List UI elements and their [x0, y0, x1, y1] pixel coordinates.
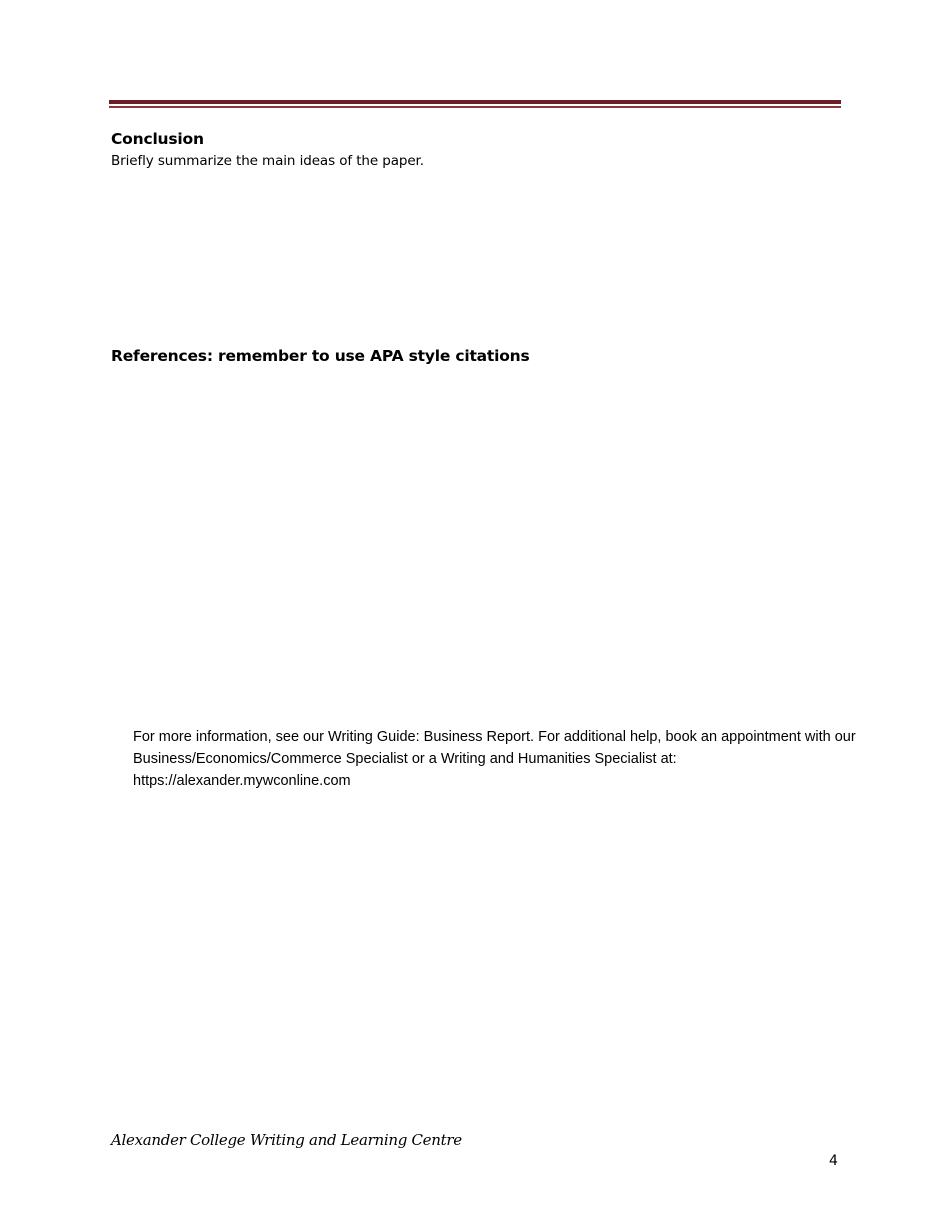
- booking-url[interactable]: https://alexander.mywconline.com: [133, 773, 351, 789]
- more-info-line: For more information, see our Writing Guide: Business Report. For additional help, book an appointment with our: [133, 729, 856, 745]
- footer-institution: Alexander College Writing and Learning Centre: [111, 1131, 462, 1149]
- header-rule-thick: [109, 100, 841, 104]
- conclusion-instructions: Briefly summarize the main ideas of the paper.: [111, 153, 424, 169]
- conclusion-heading: Conclusion: [111, 130, 204, 148]
- header-rule-thin: [109, 106, 841, 108]
- more-info-paragraph: [133, 726, 933, 792]
- more-info-line: Business/Economics/Commerce Specialist or a Writing and Humanities Specialist at:: [133, 751, 677, 767]
- references-heading: References: remember to use APA style citations: [111, 347, 530, 365]
- page-number: 4: [829, 1153, 838, 1169]
- header-rule: [109, 100, 841, 108]
